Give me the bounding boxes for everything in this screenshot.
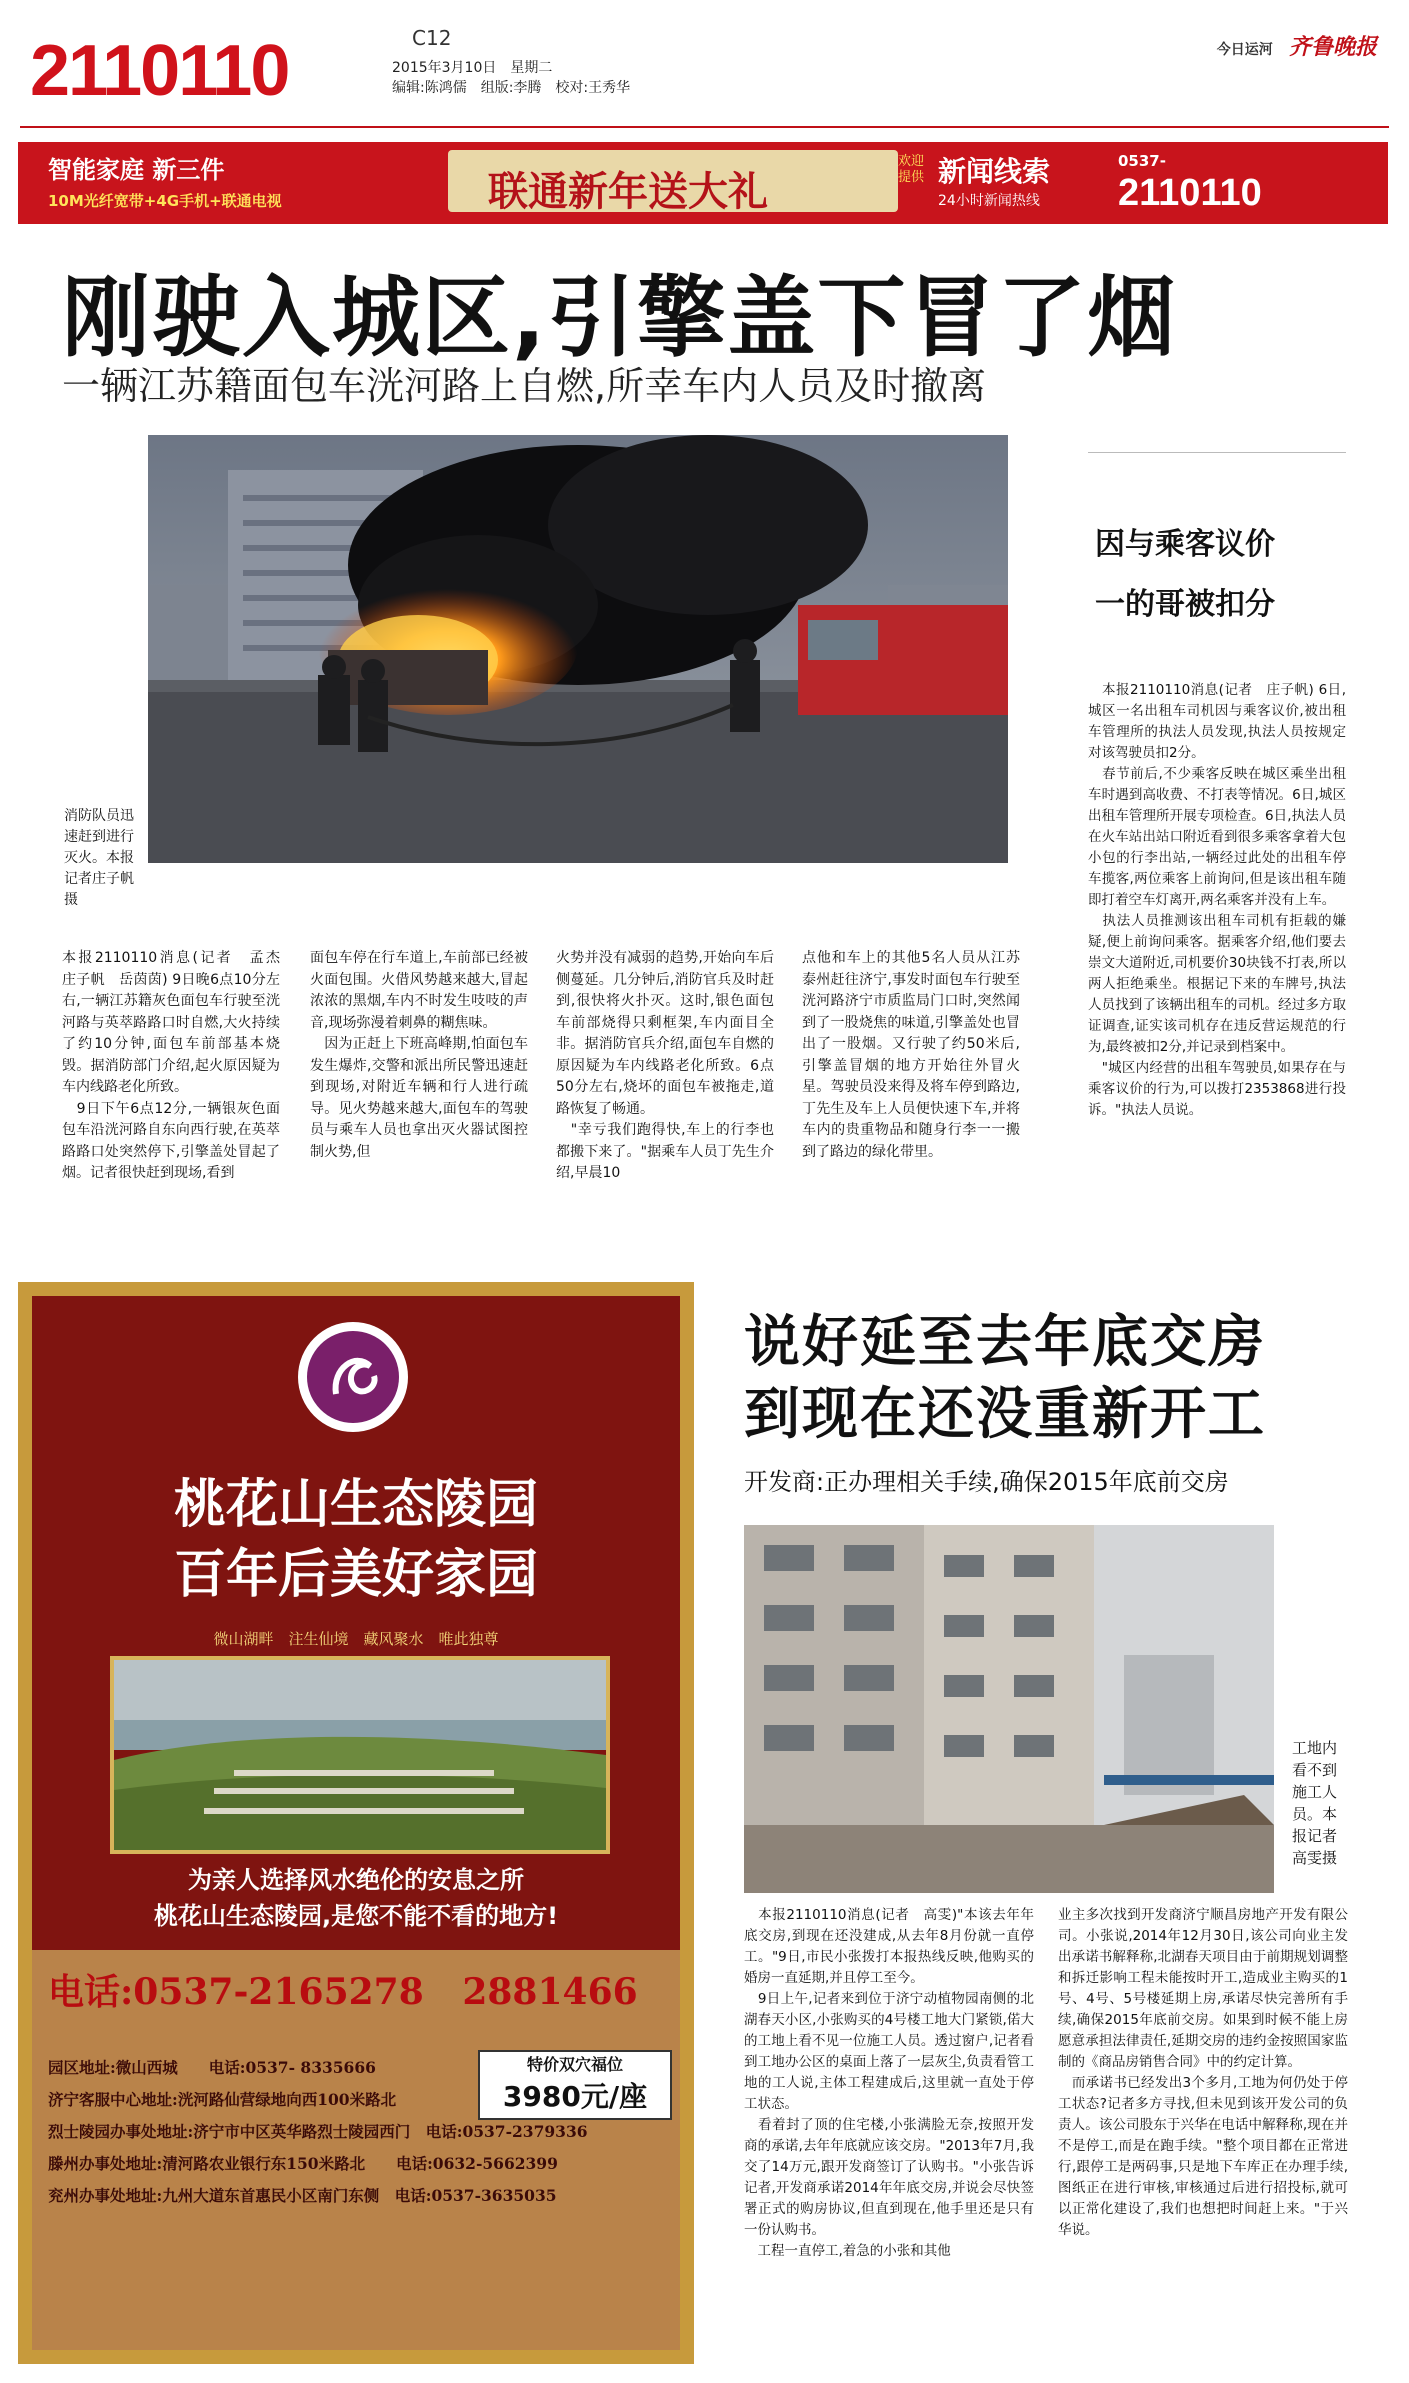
side-rule bbox=[1088, 452, 1346, 453]
banner-number: 2110110 bbox=[1118, 172, 1262, 214]
phoenix-logo-icon bbox=[298, 1322, 408, 1432]
ad-address-list bbox=[48, 2052, 668, 2212]
ad-address-item: 兖州办事处地址:九州大道东首惠民小区南门东侧 电话:0537-3635035 bbox=[48, 2186, 557, 2205]
side-body: 本报2110110消息(记者 庄子帆) 6日,城区一名出租车司机因与乘客议价,被出租车管理所的执法人员发现,执法人员按规定对该驾驶员扣2分。 春节前后,不少乘客反映在城区乘坐出租车时遇到高收费、不打表等情况。6日,城区出租车管理所开展专项检查。6日,执法人员在火车站出站口附近看到很多乘客拿着大包小包的行李出站,一辆经过此处的出租车停车揽客,两位乘客上前询问,但是该出租车随即打着空车灯离开,两名乘客并没有上车。 执法人员推测该出租车司机有拒载的嫌疑,便上前询问乘客。据乘客介绍,他们要去崇文大道附近,司机要价30块钱不打表,所以两人拒绝乘坐。根据记下来的车牌号,执法人员找到了该辆出租车的司机。经过多方取证调查,证实该司机存在违反营运规范的行为,最终被扣2分,并记录到档案中。 "城区内经营的出租车驾驶员,如果存在与乘客议价的行为,可以拨打2353868进行投诉。"执法人员说。 bbox=[1088, 682, 1346, 1118]
construction-photo bbox=[744, 1525, 1274, 1893]
banner-hotline24: 24小时新闻热线 bbox=[938, 193, 1040, 209]
fire-photo-illustration bbox=[148, 435, 1008, 863]
ad-logo-circle bbox=[298, 1322, 408, 1432]
cemetery-ad[interactable] bbox=[18, 1282, 694, 2364]
ad-landscape-illustration bbox=[114, 1660, 606, 1850]
section-name: 今日运河 bbox=[1216, 42, 1273, 58]
banner-welcome: 欢迎 提供 bbox=[898, 154, 925, 185]
construction-photo-illustration bbox=[744, 1525, 1274, 1893]
banner-left-sub: 10M光纤宽带+4G手机+联通电视 bbox=[48, 192, 282, 210]
banner-area-code: 0537- bbox=[1118, 152, 1166, 170]
article2-col2: 业主多次找到开发商济宁顺昌房地产开发有限公司。小张说,2014年12月30日,该公司向业主发出承诺书解释称,北湖春天项目由于前期规划调整和拆迁影响工程未能按时开工,造成业主购买的1号、4号、5号楼延期上房,承诺尽快完善所有手续,确保2015年底前交房。如果到时候不能上房愿意承担法律责任,延期交房的违约金按照国家监制的《商品房销售合同》中的约定计算。 而承诺书已经发出3个多月,工地为何仍处于停工状态?记者多方寻找,但未见到该开发公司的负责人。该公司股东于兴华在电话中解释称,现在并不是停工,而是在跑手续。"整个项目都在正常进行,跟停工是两码事,只是地下车库正在办理手续,图纸正在进行审核,审核通过后进行招投标,就可以正常化建设了,我们也想把时间赶上来。"于兴华说。 bbox=[1058, 1907, 1348, 2238]
ad-slogan-line2: 桃花山生态陵园,是您不能不看的地方! bbox=[153, 1902, 559, 1930]
ad-landscape bbox=[110, 1656, 610, 1854]
ad-address-item: 园区地址:微山西城 电话:0537- 8335666 bbox=[48, 2058, 376, 2077]
ad-phone bbox=[48, 1964, 638, 2015]
banner-mid-title: 联通新年送大礼 bbox=[488, 168, 768, 215]
ad-address-item: 烈士陵园办事处地址:济宁市中区英华路烈士陵园西门 电话:0537-2379336 bbox=[48, 2122, 588, 2141]
ad-slogan-line1: 为亲人选择风水绝伦的安息之所 bbox=[188, 1866, 524, 1894]
side-headline bbox=[1095, 515, 1275, 635]
ad-address-item: 滕州办事处地址:清河路农业银行东150米路北 电话:0632-5662399 bbox=[48, 2154, 558, 2173]
header-rule bbox=[20, 126, 1389, 128]
banner-ad[interactable] bbox=[18, 142, 1388, 224]
ad-price: 3980元/座 bbox=[502, 2080, 648, 2113]
paper-name: 齐鲁晚报 bbox=[1288, 34, 1377, 60]
fire-photo-caption: 消防队员迅速赶到进行灭火。本报记者庄子帆摄 bbox=[64, 808, 134, 908]
fire-photo bbox=[148, 435, 1008, 863]
banner-left-title: 智能家庭 新三件 bbox=[48, 156, 225, 184]
page-number: C12 bbox=[412, 26, 452, 50]
side-headline-line2: 一的哥被扣分 bbox=[1095, 587, 1275, 622]
article2-headline-line2: 到现在还没重新开工 bbox=[744, 1382, 1266, 1447]
issue-meta bbox=[392, 58, 630, 98]
section-brand bbox=[1217, 30, 1377, 61]
article1-col2: 面包车停在行车道上,车前部已经被火面包围。火借风势越来越大,冒起浓浓的黑烟,车内不时发生吱吱的声音,现场弥漫着刺鼻的糊焦味。 因为正赶上下班高峰期,怕面包车发生爆炸,交警和派出所民警迅速赶到现场,对附近车辆和行人进行疏导。见火势越来越大,面包车的驾驶员与乘车人员也拿出灭火器试图控制火势,但 bbox=[310, 950, 528, 1160]
ad-phone-2: 2881466 bbox=[462, 1971, 638, 2013]
ad-tagline: 微山湖畔 注生仙境 藏风聚水 唯此独尊 bbox=[213, 1630, 499, 1648]
ad-price-label: 特价双穴福位 bbox=[526, 2055, 623, 2074]
article1-col3: 火势并没有减弱的趋势,开始向车后侧蔓延。几分钟后,消防官兵及时赶到,很快将火扑灭。这时,银色面包车前部烧得只剩框架,车内面目全非。据消防官兵介绍,面包车自燃的原因疑为车内线路老化所致。6点50分左右,烧坏的面包车被拖走,道路恢复了畅通。 "幸亏我们跑得快,车上的行李也都搬下来了。"据乘车人员丁先生介绍,早晨10 bbox=[556, 950, 774, 1181]
article2-subhead: 开发商:正办理相关手续,确保2015年底前交房 bbox=[744, 1468, 1229, 1496]
article1-subhead: 一辆江苏籍面包车洸河路上自燃,所幸车内人员及时撤离 bbox=[62, 364, 987, 408]
article1-col1: 本报2110110消息(记者 孟杰 庄子帆 岳茵茵) 9日晚6点10分左右,一辆江苏籍灰色面包车行驶至洸河路与英萃路路口时自燃,大火持续了约10分钟,面包车前部基本烧毁。据消防部门介绍,起火原因疑为车内线路老化所致。 9日下午6点12分,一辆银灰色面包车沿洸河路自东向西行驶,在英萃路路口处突然停下,引擎盖处冒起了烟。记者很快赶到现场,看到 bbox=[62, 950, 280, 1181]
article2-col1: 本报2110110消息(记者 高雯)"本该去年年底交房,到现在还没建成,从去年8月份就一直停工。"9日,市民小张拨打本报热线反映,他购买的婚房一直延期,并且停工至今。 9日上午,记者来到位于济宁动植物园南侧的北湖春天小区,小张购买的4号楼工地大门紧锁,偌大的工地上看不见一位施工人员。透过窗户,记者看到工地办公区的桌面上落了一层灰尘,负责看管工地的工人说,主体工程建成后,这里就一直处于停工状态。 看着封了顶的住宅楼,小张满脸无奈,按照开发商的承诺,去年年底就应该交房。"2013年7月,我交了14万元,跟开发商签订了认购书。"小张告诉记者,开发商承诺2014年年底交房,并说会尽快签署正式的购房协议,但直到现在,他手里还是只有一份认购书。 工程一直停工,着急的小张和其他 bbox=[744, 1907, 1034, 2259]
ad-title-line2: 百年后美好家园 bbox=[173, 1544, 538, 1605]
article1-headline: 刚驶入城区,引擎盖下冒了烟 bbox=[62, 266, 1178, 369]
ad-title-line1: 桃花山生态陵园 bbox=[173, 1474, 538, 1535]
ad-phone-main: 电话:0537-2165278 bbox=[48, 1971, 424, 2013]
banner-news-clue: 新闻线索 bbox=[938, 155, 1051, 188]
side-headline-line1: 因与乘客议价 bbox=[1095, 527, 1275, 562]
ad-address-item: 济宁客服中心地址:洸河路仙营绿地向西100米路北 bbox=[48, 2090, 397, 2109]
header-hotline: 2110110 bbox=[30, 31, 289, 111]
editors-line: 编辑:陈鸿儒 组版:李腾 校对:王秀华 bbox=[392, 80, 631, 96]
date-line: 2015年3月10日 星期二 bbox=[392, 60, 553, 76]
article1-col4: 点他和车上的其他5名人员从江苏泰州赶往济宁,事发时面包车行驶至洸河路济宁市质监局门口时,突然闻到了一股烧焦的味道,引擎盖处也冒出了一股烟。又行驶了约50米后,引擎盖冒烟的地方开始往外冒火星。驾驶员没来得及将车停到路边,丁先生及车上人员便快速下车,并将车内的贵重物品和随身行李一一搬到了路边的绿化带里。 bbox=[802, 950, 1020, 1160]
article2-headline-line1: 说好延至去年底交房 bbox=[744, 1310, 1266, 1375]
construction-photo-caption: 工地内看不到施工人员。本报记者高雯摄 bbox=[1292, 1739, 1338, 1867]
